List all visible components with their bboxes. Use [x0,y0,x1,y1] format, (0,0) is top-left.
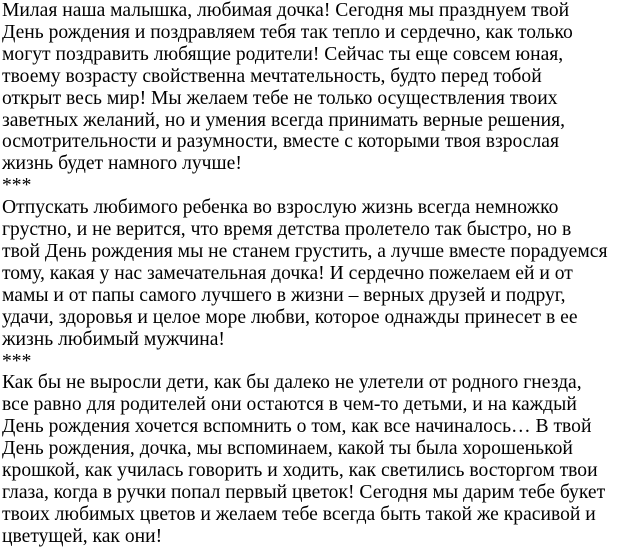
paragraph-line: крошкой, как училась говорить и ходить, как светились восторгом твои [2,460,598,482]
paragraph-line: открыт весь мир! Мы желаем тебе не только осуществления твоих [2,87,558,109]
paragraph-line: могут поздравить любящие родители! Сейчас ты еще совсем юная, [2,43,564,65]
paragraph-line: тому, какая у нас замечательная дочка! И сердечно пожелаем ей и от [2,262,573,284]
paragraph-line: жизнь будет намного лучше! [2,153,242,175]
paragraph-line: удачи, здоровья и целое море любви, которое однажды принесет в ее [2,306,578,328]
paragraph-line: День рождения и поздравляем тебя так тепло и сердечно, как только [2,21,573,43]
paragraph-2 [2,197,618,372]
paragraph-line: твой День рождения мы не станем грустить, а лучше вместе порадуемся [2,240,608,262]
paragraph-line: Как бы не выросли дети, как бы далеко не улетели от родного гнезда, [2,372,582,394]
paragraph-line: осмотрительности и разумности, вместе с которыми твоя взрослая [2,131,559,153]
paragraph-line: цветущей, как они! [2,525,163,547]
paragraph-line: День рождения хочется вспомнить о том, как все начиналось… В твой [2,416,592,438]
paragraph-line: Милая наша малышка, любимая дочка! Сегодня мы празднуем твой [2,0,570,21]
paragraph-line: твоему возрасту свойственна мечтательность, будто перед тобой [2,65,542,87]
paragraph-line: День рождения, дочка, мы вспоминаем, какой ты была хорошенькой [2,438,573,460]
paragraph-line: заветных желаний, но и умения всегда принимать верные решения, [2,109,565,131]
paragraph-3 [2,372,618,547]
paragraph-line: жизнь любимый мужчина! [2,328,225,350]
paragraph-line: мамы и от папы самого лучшего в жизни – верных друзей и подруг, [2,284,566,306]
paragraph-line: глаза, когда в ручки попал первый цветок! Сегодня мы дарим тебе букет [2,481,606,503]
paragraph-line: твоих любимых цветов и желаем тебе всегда быть такой же красивой и [2,503,596,525]
paragraph-1 [2,0,618,197]
paragraph-line: Отпускать любимого ребенка во взрослую жизнь всегда немножко [2,197,559,219]
paragraph-line: все равно для родителей они остаются в чем-то детьми, и на каждый [2,394,577,416]
section-separator: *** [2,175,32,197]
paragraph-line: грустно, и не верится, что время детства пролетело так быстро, но в [2,219,572,241]
section-separator: *** [2,350,32,372]
